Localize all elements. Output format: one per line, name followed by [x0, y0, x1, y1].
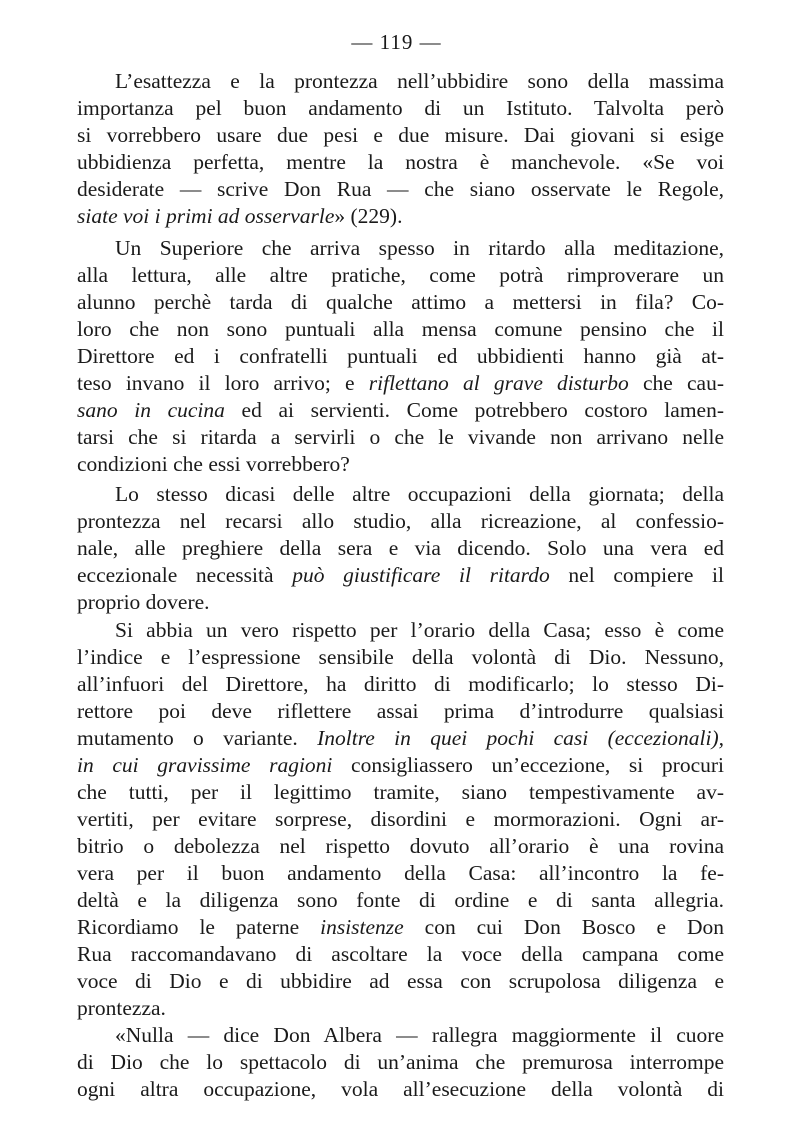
- text-segment: Un Superiore che arriva spesso in ritardo alla meditazione,: [115, 236, 724, 260]
- text-segment: bitrio o debolezza nel rispetto dovuto all’orario è una rovina: [77, 834, 724, 858]
- text-segment: Lo stesso dicasi delle altre occupazioni della giornata; della: [115, 482, 724, 506]
- italic-text-segment: siate voi i primi ad osservarle: [77, 204, 335, 228]
- text-line: [77, 995, 724, 1022]
- text-segment: desiderate — scrive Don Rua — che siano osservate le Regole,: [77, 177, 724, 201]
- italic-text-segment: in cui gravissime ragioni: [77, 753, 333, 777]
- text-segment: » (229).: [334, 204, 403, 228]
- text-segment: deltà e la diligenza sono fonte di ordine e di santa allegria.: [77, 888, 724, 912]
- text-line: [77, 562, 724, 589]
- text-segment: vertiti, per evitare sorprese, disordini e mormorazioni. Ogni ar-: [77, 807, 724, 831]
- text-line: [77, 95, 724, 122]
- text-segment: che cau-: [628, 371, 724, 395]
- text-line: [77, 671, 724, 698]
- text-segment: l’indice e l’espressione sensibile della volontà di Dio. Nessuno,: [77, 645, 724, 669]
- text-segment: nale, alle preghiere della sera e via dicendo. Solo una vera ed: [77, 536, 724, 560]
- text-segment: loro che non sono puntuali alla mensa comune pensino che il: [77, 317, 724, 341]
- text-segment: ed ai servienti. Come potrebbero costoro lamen-: [224, 398, 724, 422]
- text-segment: Si abbia un vero rispetto per l’orario della Casa; esso è come: [115, 618, 724, 642]
- text-segment: mutamento o variante.: [77, 726, 318, 750]
- text-segment: con cui Don Bosco e Don: [403, 915, 724, 939]
- text-segment: prontezza.: [77, 996, 166, 1020]
- text-line: [77, 122, 724, 149]
- text-segment: teso invano il loro arrivo; e: [77, 371, 369, 395]
- text-line: [77, 424, 724, 451]
- text-line: [77, 451, 724, 478]
- text-segment: rettore poi deve riflettere assai prima d’introdurre qualsiasi: [77, 699, 724, 723]
- text-segment: che tutti, per il legittimo tramite, siano tempestivamente av-: [77, 780, 724, 804]
- text-segment: L’esattezza e la prontezza nell’ubbidire sono della massima: [115, 69, 724, 93]
- text-line: [115, 235, 724, 262]
- text-line: [77, 176, 724, 203]
- text-line: [77, 779, 724, 806]
- text-line: [77, 644, 724, 671]
- italic-text-segment: può giustificare il ritardo: [292, 563, 550, 587]
- text-line: [77, 203, 724, 230]
- italic-text-segment: sano in cucina: [77, 398, 225, 422]
- text-line: [77, 589, 724, 616]
- text-line: [77, 968, 724, 995]
- text-line: [77, 806, 724, 833]
- page-number: — 119 —: [351, 30, 442, 54]
- text-line: [77, 887, 724, 914]
- text-line: [77, 343, 724, 370]
- text-segment: alla lettura, alle altre pratiche, come potrà rimproverare un: [77, 263, 724, 287]
- text-segment: nel compiere il: [549, 563, 724, 587]
- text-line: [77, 860, 724, 887]
- text-segment: vera per il buon andamento della Casa: all’incontro la fe-: [77, 861, 724, 885]
- text-line: [77, 1076, 724, 1103]
- text-segment: prontezza nel recarsi allo studio, alla ricreazione, al confessio-: [77, 509, 724, 533]
- text-line: [77, 914, 724, 941]
- text-segment: alunno perchè tarda di qualche attimo a mettersi in fila? Co-: [77, 290, 724, 314]
- text-line: [115, 68, 724, 95]
- text-line: [77, 1049, 724, 1076]
- text-line: [77, 698, 724, 725]
- text-line: [77, 535, 724, 562]
- text-line: [77, 752, 724, 779]
- text-segment: Ricordiamo le paterne: [77, 915, 321, 939]
- text-line: [77, 397, 724, 424]
- text-line: [77, 262, 724, 289]
- text-segment: importanza pel buon andamento di un Istituto. Talvolta però: [77, 96, 724, 120]
- text-line: [115, 617, 724, 644]
- text-line: [77, 833, 724, 860]
- text-segment: voce di Dio e di ubbidire ad essa con scrupolosa diligenza e: [77, 969, 724, 993]
- italic-text-segment: Inoltre in quei pochi casi (eccezionali),: [317, 726, 725, 750]
- text-line: [77, 149, 724, 176]
- text-segment: eccezionale necessità: [77, 563, 293, 587]
- text-line: [77, 289, 724, 316]
- text-line: [77, 508, 724, 535]
- text-segment: ubbidienza perfetta, mentre la nostra è manchevole. «Se voi: [77, 150, 724, 174]
- text-segment: di Dio che lo spettacolo di un’anima che premurosa interrompe: [77, 1050, 724, 1074]
- italic-text-segment: insistenze: [320, 915, 404, 939]
- text-segment: all’infuori del Direttore, ha diritto di modificarlo; lo stesso Di-: [77, 672, 724, 696]
- text-segment: ogni altra occupazione, vola all’esecuzione della volontà di: [77, 1077, 724, 1101]
- text-segment: tarsi che si ritarda a servirli o che le vivande non arrivano nelle: [77, 425, 724, 449]
- text-segment: «Nulla — dice Don Albera — rallegra maggiormente il cuore: [115, 1023, 724, 1047]
- text-segment: si vorrebbero usare due pesi e due misure. Dai giovani si esige: [77, 123, 724, 147]
- text-segment: Rua raccomandavano di ascoltare la voce della campana come: [77, 942, 724, 966]
- text-line: [115, 481, 724, 508]
- text-segment: consigliassero un’eccezione, si procuri: [332, 753, 724, 777]
- text-segment: Direttore ed i confratelli puntuali ed ubbidienti hanno già at-: [77, 344, 724, 368]
- text-line: [77, 316, 724, 343]
- text-line: [77, 725, 724, 752]
- text-segment: condizioni che essi vorrebbero?: [77, 452, 350, 476]
- text-segment: proprio dovere.: [77, 590, 210, 614]
- text-line: [77, 370, 724, 397]
- italic-text-segment: riflettano al grave disturbo: [368, 371, 629, 395]
- text-line: [115, 1022, 724, 1049]
- text-line: [77, 941, 724, 968]
